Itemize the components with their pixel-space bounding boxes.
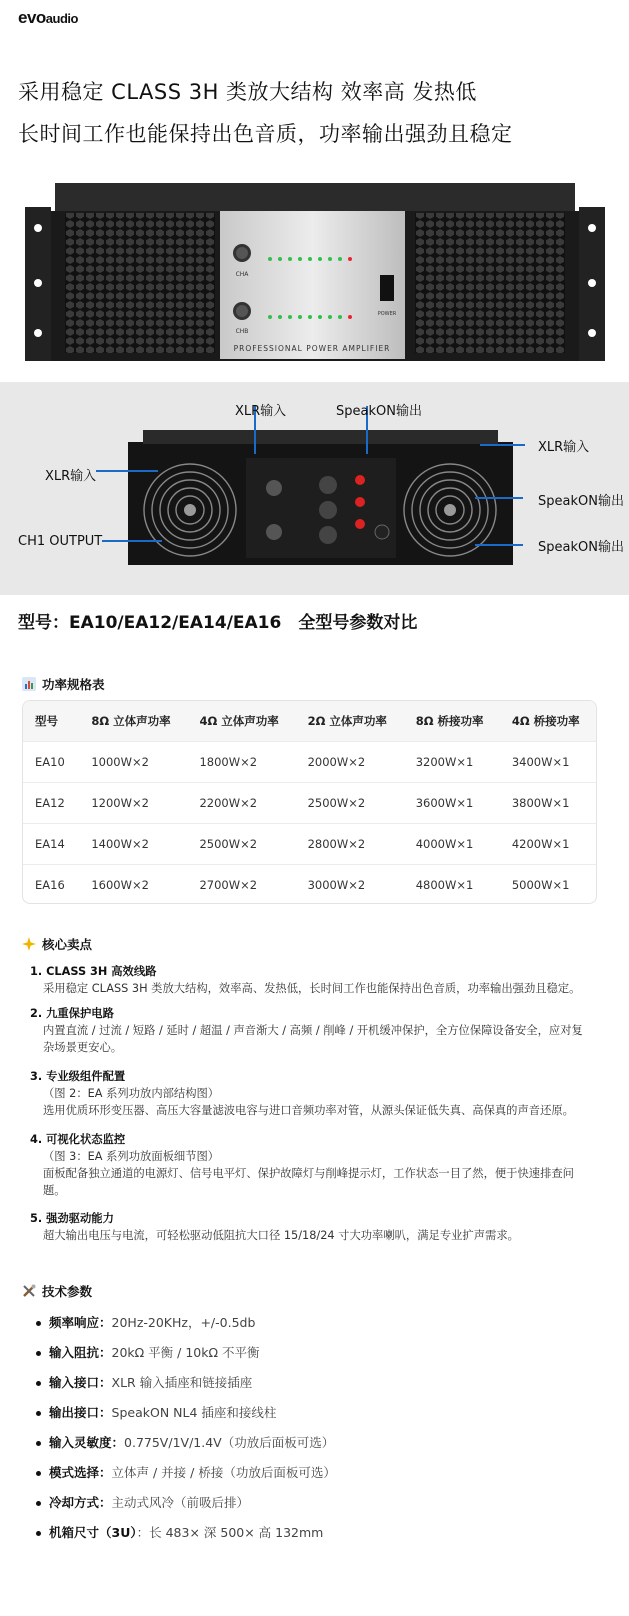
table-cell: 1600W×2 (79, 865, 187, 905)
callout-speakon-right-1: SpeakON输出 (538, 494, 624, 509)
sparkle-icon (22, 937, 36, 951)
table-cell: EA10 (23, 742, 79, 783)
table-cell: 1800W×2 (187, 742, 295, 783)
spec-row (36, 1313, 255, 1331)
spec-row (36, 1463, 336, 1481)
table-cell: 3800W×1 (500, 783, 596, 824)
spec-value: XLR 输入插座和链接插座 (111, 1375, 253, 1390)
bullet-icon (36, 1531, 41, 1536)
spec-value: 立体声 / 并接 / 桥接（功放后面板可选） (111, 1465, 336, 1480)
col-header: 型号 (23, 701, 79, 742)
bullet-icon (36, 1351, 41, 1356)
table-cell: 2800W×2 (296, 824, 404, 865)
table-cell: 1000W×2 (79, 742, 187, 783)
tools-icon (22, 1284, 36, 1298)
feature-desc: 采用稳定 CLASS 3H 类放大结构，效率高、发热低，长时间工作也能保持出色音质，功率输出强劲且稳定。 (43, 982, 581, 995)
bullet-icon (36, 1501, 41, 1506)
col-header: 8Ω 桥接功率 (404, 701, 500, 742)
feature-item-4 (30, 1131, 574, 1199)
table-cell: 2500W×2 (187, 824, 295, 865)
spec-row (36, 1373, 252, 1391)
feature-desc: 面板配备独立通道的电源灯、信号电平灯、保护故障灯与削峰提示灯，工作状态一目了然，便于快速排查问 (43, 1167, 574, 1180)
model-title: 型号：EA10/EA12/EA14/EA16 全型号参数对比 (18, 613, 418, 633)
brand-logo (18, 8, 78, 28)
col-header: 4Ω 桥接功率 (500, 701, 596, 742)
specs-heading (22, 1282, 92, 1300)
chb-label: CHB (235, 328, 249, 335)
table-cell: 2000W×2 (296, 742, 404, 783)
feature-desc: 杂场景更安心。 (43, 1041, 123, 1054)
feature-figure-caption: （图 2：EA 系列功放内部结构图） (43, 1087, 220, 1100)
table-cell: 2200W×2 (187, 783, 295, 824)
features-title: 核心卖点 (42, 937, 93, 952)
table-cell: EA12 (23, 783, 79, 824)
table-cell: 4200W×1 (500, 824, 596, 865)
feature-title: 5. 强劲驱动能力 (30, 1212, 114, 1225)
col-header: 4Ω 立体声功率 (187, 701, 295, 742)
spec-value: ：长 483× 深 500× 高 132mm (136, 1525, 324, 1540)
feature-desc: 内置直流 / 过流 / 短路 / 延时 / 超温 / 声音渐大 / 高频 / 削峰 / 开机缓冲保护，全方位保障设备安全，应对复 (43, 1024, 583, 1037)
bullet-icon (36, 1411, 41, 1416)
table-row (23, 865, 596, 905)
table-cell: 2500W×2 (296, 783, 404, 824)
power-table (22, 700, 597, 904)
feature-title: 3. 专业级组件配置 (30, 1070, 126, 1083)
spec-row (36, 1433, 334, 1451)
spec-key: 输入阻抗： (49, 1345, 112, 1360)
power-table-heading (22, 675, 105, 693)
cha-label: CHA (235, 271, 249, 278)
bullet-icon (36, 1441, 41, 1446)
spec-row (36, 1403, 276, 1421)
logo-sub: audio (45, 11, 78, 26)
table-cell: EA16 (23, 865, 79, 905)
feature-title: 1. CLASS 3H 高效线路 (30, 965, 157, 978)
feature-item-3 (30, 1068, 574, 1119)
amplifier-rear-image (128, 430, 513, 565)
spec-key: 输入灵敏度： (49, 1435, 125, 1450)
logo-main: evo (18, 8, 46, 27)
table-cell: 2700W×2 (187, 865, 295, 905)
table-cell: EA14 (23, 824, 79, 865)
specs-title: 技术参数 (42, 1284, 93, 1299)
spec-key: 频率响应： (49, 1315, 112, 1330)
feature-item-1 (30, 963, 580, 997)
table-header-row (23, 701, 596, 742)
spec-value: SpeakON NL4 插座和接线柱 (111, 1405, 277, 1420)
feature-desc: 选用优质环形变压器、高压大容量滤波电容与进口音频功率对管，从源头保证低失真、高保真的声音还原。 (43, 1104, 574, 1117)
callout-xlr-top: XLR输入 (235, 404, 287, 419)
bullet-icon (36, 1471, 41, 1476)
table-cell: 1200W×2 (79, 783, 187, 824)
feature-title: 2. 九重保护电路 (30, 1007, 114, 1020)
power-switch-label: POWER (377, 311, 397, 317)
bar-chart-icon (22, 677, 36, 691)
spec-value: 20kΩ 平衡 / 10kΩ 不平衡 (111, 1345, 260, 1360)
table-cell: 3200W×1 (404, 742, 500, 783)
col-header: 2Ω 立体声功率 (296, 701, 404, 742)
spec-key: 机箱尺寸（3U） (49, 1525, 137, 1540)
spec-value: 0.775V/1V/1.4V（功放后面板可选） (124, 1435, 335, 1450)
callout-speakon-top: SpeakON输出 (336, 404, 422, 419)
spec-key: 冷却方式： (49, 1495, 112, 1510)
bullet-icon (36, 1321, 41, 1326)
feature-desc: 题。 (43, 1184, 66, 1197)
headline-1: 采用稳定 CLASS 3H 类放大结构 效率高 发热低 (18, 80, 477, 104)
feature-item-5 (30, 1210, 519, 1244)
amplifier-front-image (25, 183, 605, 383)
callout-xlr-right: XLR输入 (538, 440, 590, 455)
table-cell: 3400W×1 (500, 742, 596, 783)
spec-key: 模式选择： (49, 1465, 112, 1480)
headline-2: 长时间工作也能保持出色音质，功率输出强劲且稳定 (18, 122, 513, 146)
spec-value: 主动式风冷（前吸后排） (111, 1495, 250, 1510)
spec-row (36, 1493, 249, 1511)
feature-figure-caption: （图 3：EA 系列功放面板细节图） (43, 1150, 220, 1163)
table-row (23, 824, 596, 865)
table-cell: 1400W×2 (79, 824, 187, 865)
callout-xlr-left: XLR输入 (45, 469, 97, 484)
col-header: 8Ω 立体声功率 (79, 701, 187, 742)
spec-key: 输入接口： (49, 1375, 112, 1390)
table-cell: 3000W×2 (296, 865, 404, 905)
table-cell: 4800W×1 (404, 865, 500, 905)
table-cell: 3600W×1 (404, 783, 500, 824)
features-heading (22, 935, 92, 953)
table-cell: 5000W×1 (500, 865, 596, 905)
spec-value: 20Hz-20KHz，+/-0.5db (111, 1315, 256, 1330)
callout-ch1-output: CH1 OUTPUT (18, 534, 103, 549)
table-cell: 4000W×1 (404, 824, 500, 865)
front-panel-label: PROFESSIONAL POWER AMPLIFIER (233, 344, 391, 353)
spec-key: 输出接口： (49, 1405, 112, 1420)
table-row (23, 783, 596, 824)
feature-item-2 (30, 1005, 583, 1056)
spec-row (36, 1523, 323, 1541)
table-row (23, 742, 596, 783)
power-table-title: 功率规格表 (42, 677, 105, 692)
feature-desc: 超大输出电压与电流，可轻松驱动低阻抗大口径 15/18/24 寸大功率喇叭，满足专业扩声需求。 (43, 1229, 519, 1242)
bullet-icon (36, 1381, 41, 1386)
spec-row (36, 1343, 260, 1361)
feature-title: 4. 可视化状态监控 (30, 1133, 126, 1146)
rear-panel-section (0, 382, 629, 595)
callout-speakon-right-2: SpeakON输出 (538, 540, 624, 555)
